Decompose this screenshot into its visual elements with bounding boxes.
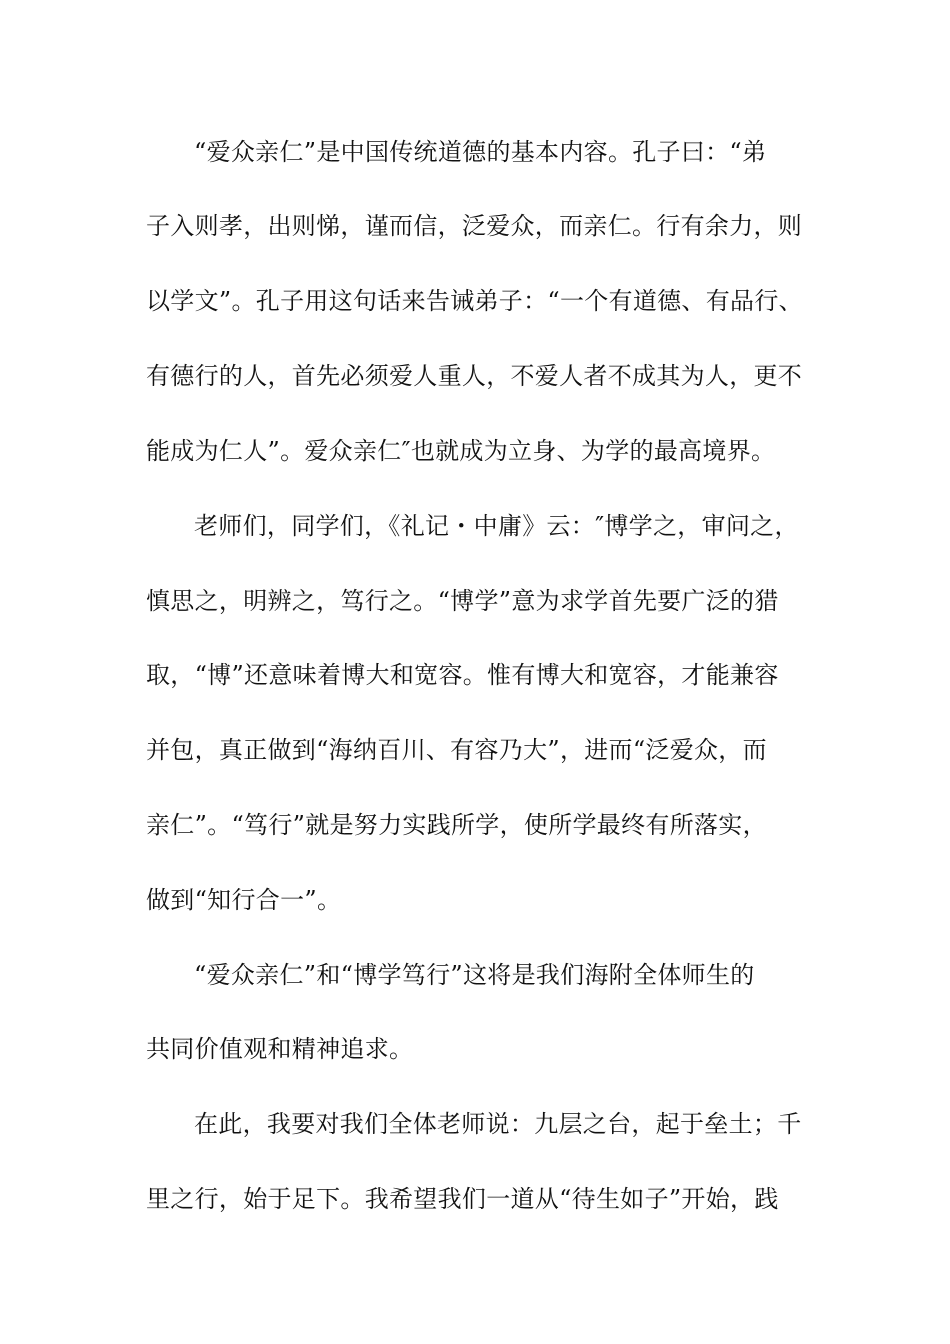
text-line: 取，“博”还意味着博大和宽容。惟有博大和宽容，才能兼容 <box>146 661 779 689</box>
text-line: 能成为仁人”。爱众亲仁″也就成为立身、为学的最高境界。 <box>146 437 776 465</box>
text-line: 有德行的人，首先必须爱人重人，不爱人者不成其为人，更不 <box>146 362 803 390</box>
text-line: 共同价值观和精神追求。 <box>146 1035 414 1063</box>
text-line: 慎思之，明辨之，笃行之。“博学”意为求学首先要广泛的猎 <box>146 587 779 615</box>
text-line: 老师们，同学们，《礼记・中庸》云：″博学之，审问之， <box>194 512 799 540</box>
text-line: 亲仁”。“笃行”就是努力实践所学，使所学最终有所落实， <box>146 811 767 839</box>
text-line: 在此，我要对我们全体老师说：九层之台，起于垒土；千 <box>194 1110 802 1138</box>
text-line: “爱众亲仁”和“博学笃行”这将是我们海附全体师生的 <box>194 961 755 989</box>
text-line: 以学文”。孔子用这句话来告诫弟子：“一个有道德、有品行、 <box>146 287 803 315</box>
text-line: 做到“知行合一”。 <box>146 886 342 914</box>
text-line: 子入则孝，出则悌，谨而信，泛爱众，而亲仁。行有余力，则 <box>146 212 803 240</box>
text-line: 并包，真正做到“海纳百川、有容乃大”，进而“泛爱众，而 <box>146 736 767 764</box>
text-line: 里之行，始于足下。我希望我们一道从“待生如子”开始，践 <box>146 1185 779 1213</box>
text-line: “爱众亲仁”是中国传统道德的基本内容。孔子曰：“弟 <box>194 138 767 166</box>
